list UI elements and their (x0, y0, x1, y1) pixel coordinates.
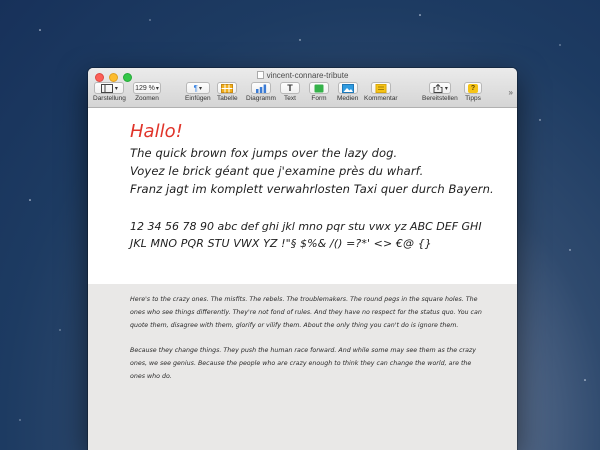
document-icon (257, 71, 264, 79)
media-label: Medien (337, 95, 359, 102)
zoom-select[interactable] (133, 82, 161, 94)
chart-control[interactable] (251, 82, 271, 94)
pangram-french: Voyez le brick géant que j'examine près du wharf. (130, 164, 424, 178)
text-control[interactable] (280, 82, 300, 94)
share-icon (432, 84, 444, 93)
document-page[interactable] (88, 108, 517, 284)
pangram-english: The quick brown fox jumps over the lazy dog. (130, 146, 398, 160)
sidebar-icon (101, 84, 113, 93)
comment-icon (375, 84, 387, 93)
chevron-down-icon: ▾ (155, 85, 159, 92)
window-title (88, 70, 517, 82)
tips-label: Tipps (465, 95, 481, 102)
zoom-label: Zoomen (135, 95, 159, 102)
window-title-text: vincent-connare-tribute (266, 71, 349, 80)
tips-control[interactable] (464, 82, 482, 94)
toolbar-overflow-icon[interactable]: » (508, 88, 513, 97)
shape-icon (313, 84, 325, 93)
charset-line-2: JKL MNO PQR STU VWX YZ !"§ $%& /() =?*' <> €@ {} (130, 237, 432, 250)
media-button[interactable] (337, 82, 358, 102)
comment-button[interactable] (364, 82, 398, 102)
media-control[interactable] (338, 82, 358, 94)
insert-control[interactable] (186, 82, 210, 94)
table-button[interactable] (217, 82, 238, 102)
comment-label: Kommentar (364, 95, 398, 102)
shape-label: Form (311, 95, 327, 102)
quote-paragraph-1: Here's to the crazy ones. The misfits. The rebels. The troublemakers. The round pegs in the square holes. The ones who see things differently. They're not fond of rules. And they have no respect for the status quo. You can quote them, disagree with them, glorify or vilify them. About the only thing you can't do is ignore them. (130, 296, 482, 329)
document-heading: Hallo! (130, 121, 183, 142)
charset-line-1: 12 34 56 78 90 abc def ghi jkl mno pqr stu vwx yz ABC DEF GHI (130, 220, 482, 233)
chart-label: Diagramm (246, 95, 276, 102)
tips-button[interactable] (464, 82, 482, 102)
quote-paragraph-2: Because they change things. They push the human race forward. And while some may see them as the crazy ones, we see genius. Because the people who are crazy enough to think they can change the world, are the ones who do. (130, 347, 477, 380)
media-icon (342, 84, 354, 93)
share-control[interactable] (429, 82, 451, 94)
text-icon: T (287, 83, 293, 93)
chevron-down-icon: ▾ (114, 85, 118, 92)
pangram-german: Franz jagt im komplett verwahrlosten Taxi quer durch Bayern. (130, 182, 494, 196)
text-label: Text (284, 95, 296, 102)
table-control[interactable] (217, 82, 237, 94)
zoom-value: 129 % (135, 84, 155, 92)
zoom-button[interactable] (133, 82, 161, 102)
text-button[interactable] (280, 82, 300, 102)
table-icon (221, 84, 233, 93)
chart-icon (255, 84, 267, 93)
pages-window (88, 68, 517, 450)
paragraph-icon: ¶ (193, 83, 198, 93)
comment-control[interactable] (371, 82, 391, 94)
shape-button[interactable] (309, 82, 329, 102)
table-label: Tabelle (217, 95, 238, 102)
view-label: Darstellung (93, 95, 126, 102)
view-button[interactable] (93, 82, 126, 102)
insert-button[interactable] (185, 82, 211, 102)
chart-button[interactable] (246, 82, 276, 102)
toolbar (88, 68, 517, 108)
document-lower-section[interactable] (88, 284, 517, 450)
insert-label: Einfügen (185, 95, 211, 102)
shape-control[interactable] (309, 82, 329, 94)
chevron-down-icon: ▾ (444, 85, 448, 92)
share-label: Bereitstellen (422, 95, 458, 102)
question-icon: ? (468, 84, 478, 93)
share-button[interactable] (422, 82, 458, 102)
view-control[interactable] (94, 82, 124, 94)
chevron-down-icon: ▾ (198, 85, 202, 92)
